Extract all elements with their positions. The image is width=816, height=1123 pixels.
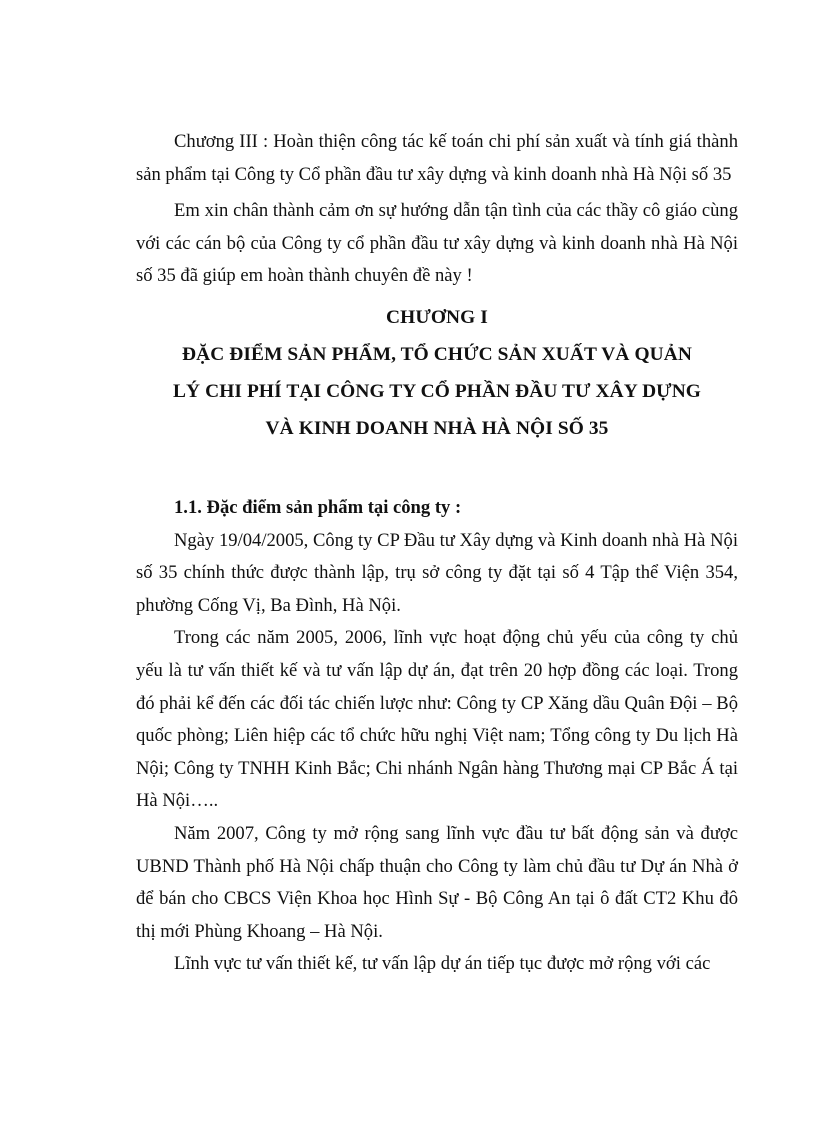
intro-paragraph-thanks: Em xin chân thành cảm ơn sự hướng dẫn tận tình của các thầy cô giáo cùng với các cán bộ của Công ty cổ phần đầu tư xây dựng và kinh doanh nhà Hà Nội số 35 đã giúp em hoàn thành chuyên đề này ! [136, 200, 738, 287]
chapter-title-line-2: LÝ CHI PHÍ TẠI CÔNG TY CỔ PHẦN ĐẦU TƯ XÂY DỰNG [173, 380, 701, 402]
section-paragraph-activities: Trong các năm 2005, 2006, lĩnh vực hoạt động chủ yếu của công ty chủ yếu là tư vấn thiết kế và tư vấn lập dự án, đạt trên 20 hợp đồng các loại. Trong đó phải kể đến các đối tác chiến lược như: Công ty CP Xăng dầu Quân Đội – Bộ quốc phòng; Liên hiệp các tổ chức hữu nghị Việt nam; Tổng công ty Du lịch Hà Nội; Công ty TNHH Kinh Bắc; Chi nhánh Ngân hàng Thương mại CP Bắc Á tại Hà Nội….. [136, 627, 738, 812]
chapter-title-line-3: VÀ KINH DOANH NHÀ HÀ NỘI SỐ 35 [265, 417, 609, 439]
section-paragraph-founding: Ngày 19/04/2005, Công ty CP Đầu tư Xây dựng và Kinh doanh nhà Hà Nội số 35 chính thức được thành lập, trụ sở công ty đặt tại số 4 Tập thể Viện 354, phường Cống Vị, Ba Đình, Hà Nội. [136, 529, 738, 616]
page-content [136, 126, 738, 981]
section-paragraph-expansion: Năm 2007, Công ty mở rộng sang lĩnh vực đầu tư bất động sản và được UBND Thành phố Hà Nội chấp thuận cho Công ty làm chủ đầu tư Dự án Nhà ở để bán cho CBCS Viện Khoa học Hình Sự - Bộ Công An tại ô đất CT2 Khu đô thị mới Phùng Khoang – Hà Nội. [136, 822, 738, 942]
chapter-label: CHƯƠNG I [386, 306, 488, 328]
chapter-title-line-1: ĐẶC ĐIỂM SẢN PHẨM, TỔ CHỨC SẢN XUẤT VÀ QUẢN [182, 343, 692, 365]
chapter-heading [136, 299, 738, 447]
intro-paragraph-chapter-three: Chương III : Hoàn thiện công tác kế toán chi phí sản xuất và tính giá thành sản phẩm tại Công ty Cổ phần đầu tư xây dựng và kinh doanh nhà Hà Nội số 35 [136, 131, 738, 185]
section-paragraph-consulting: Lĩnh vực tư vấn thiết kế, tư vấn lập dự án tiếp tục được mở rộng với các [174, 953, 711, 975]
section-heading: 1.1. Đặc điểm sản phẩm tại công ty : [174, 496, 462, 518]
